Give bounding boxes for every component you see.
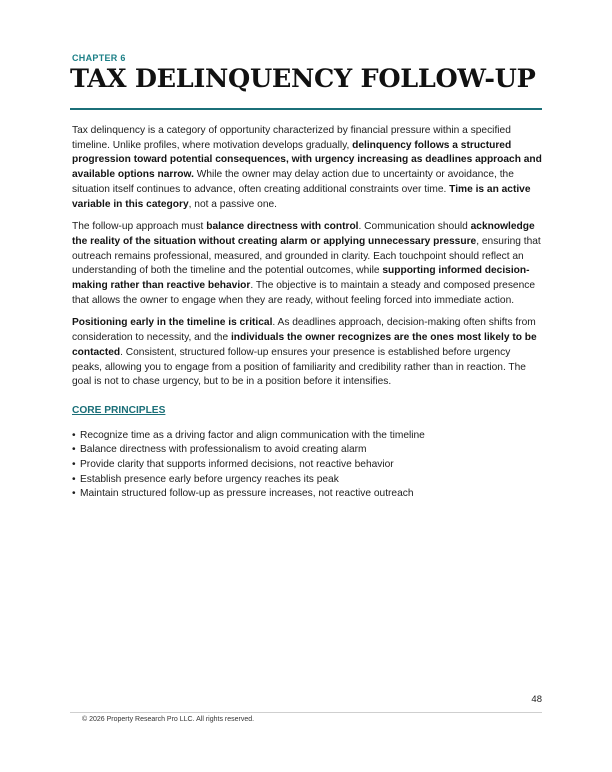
list-item-text: Establish presence early before urgency reaches its peak [80, 473, 339, 485]
title-divider [70, 108, 542, 110]
paragraph-text: . Consistent, structured follow-up ensures your presence is established before urgency peaks, allowing you to engage from a position of familiarity and credibility rather than in reaction. The goal is not to chase urgency, but to be in a position before it intensifies. [72, 346, 526, 388]
paragraph-positioning [72, 316, 542, 390]
paragraph-text: The follow-up approach must [72, 221, 207, 233]
list-item [72, 487, 542, 502]
emphasis-text: Positioning early in the timeline is critical [72, 317, 273, 329]
bullet-icon: • [72, 444, 76, 456]
list-item [72, 473, 542, 488]
emphasis-text: acknowledge the reality of the situation without creating alarm or applying unnecessary pressure [72, 221, 535, 247]
footer-divider [70, 712, 542, 713]
page-title: TAX DELINQUENCY FOLLOW-UP [70, 64, 536, 94]
section-heading-core-principles: CORE PRINCIPLES [72, 404, 166, 416]
list-item-text: Balance directness with professionalism to avoid creating alarm [80, 444, 367, 456]
emphasis-text: individuals the owner recognizes are the ones most likely to be contacted [72, 332, 537, 358]
bullet-icon: • [72, 429, 76, 441]
bullet-icon: • [72, 459, 76, 471]
paragraph-text: . The objective is to maintain a steady and composed presence that allows the owner to engage when they are ready, without feeling forced into immediate action. [72, 280, 536, 306]
emphasis-text: supporting informed decision-making rather than reactive behavior [72, 265, 530, 292]
paragraph-text: . Communication should [358, 221, 471, 233]
list-item [72, 429, 542, 444]
list-item-text: Provide clarity that supports informed decisions, not reactive behavior [80, 459, 394, 471]
page-number: 48 [531, 694, 542, 705]
paragraph-text: , ensuring that outreach remains professional, measured, and grounded in clarity. Each touchpoint should reflect an understanding of both the timeline and the potential outcomes, while [72, 235, 541, 277]
list-item-text: Recognize time as a driving factor and align communication with the timeline [80, 429, 425, 441]
paragraph-intro [72, 124, 542, 212]
body-content [72, 124, 542, 502]
paragraph-text: While the owner may delay action due to uncertainty or avoidance, the situation itself continues to advance, often creating additional constraints over time. [72, 169, 514, 195]
paragraph-text: , not a passive one. [188, 198, 277, 210]
paragraph-text: . As deadlines approach, decision-making often shifts from consideration to necessity, and the [72, 317, 536, 344]
copyright-notice: © 2026 Property Research Pro LLC. All rights reserved. [82, 716, 255, 723]
paragraph-text: Tax delinquency is a category of opportunity characterized by financial pressure within a specified timeline. Unlike profiles, where motivation develops gradually, [72, 125, 511, 151]
emphasis-text: balance directness with control [206, 221, 359, 233]
paragraph-approach [72, 220, 542, 308]
list-item [72, 458, 542, 473]
bullet-icon: • [72, 473, 76, 485]
chapter-label: CHAPTER 6 [72, 53, 126, 63]
list-item-text: Maintain structured follow-up as pressure increases, not reactive outreach [80, 488, 414, 500]
core-principles-list [72, 429, 542, 503]
bullet-icon: • [72, 488, 76, 500]
emphasis-text: delinquency follows a structured progression toward potential consequences, with urgency increasing as deadlines approach and available options narrow. [72, 139, 542, 181]
list-item [72, 443, 542, 458]
emphasis-text: Time is an active variable in this category [72, 183, 531, 210]
